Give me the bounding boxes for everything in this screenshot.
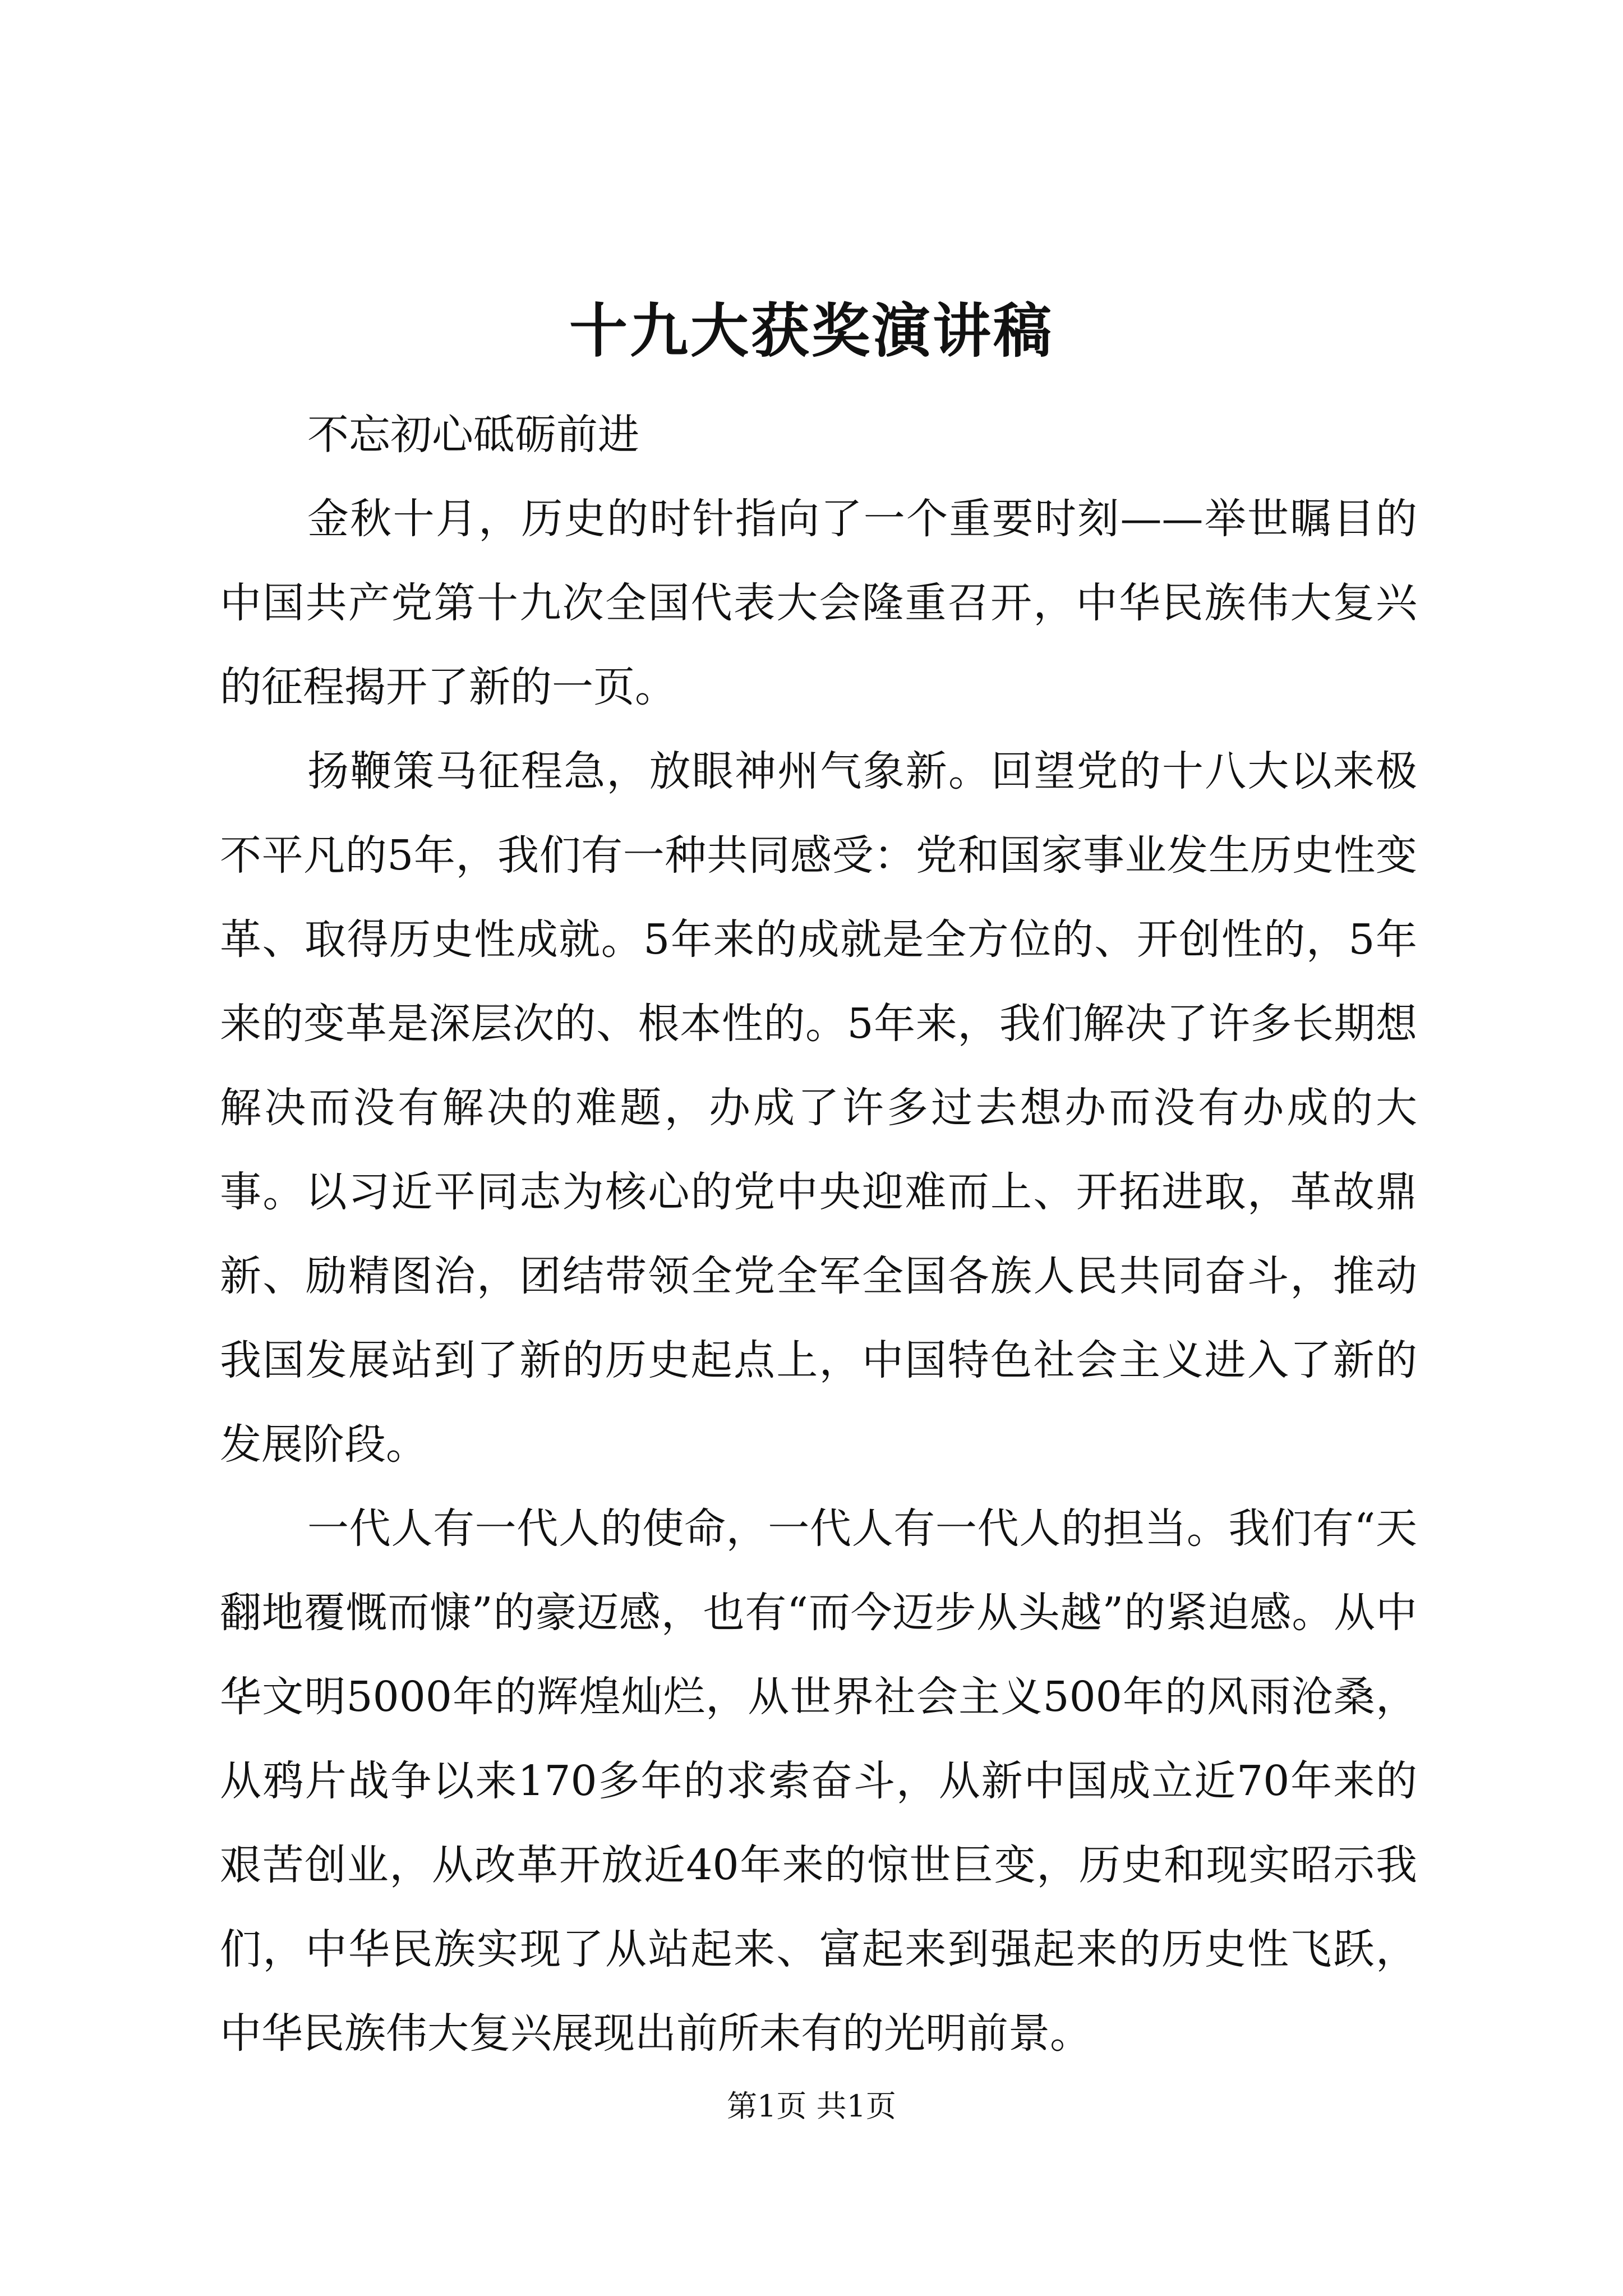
paragraph-1: 金秋十月，历史的时针指向了一个重要时刻——举世瞩目的中国共产党第十九次全国代表大会隆重召开，中华民族伟大复兴的征程揭开了新的一页。 [220,495,1417,711]
paragraph-2: 扬鞭策马征程急，放眼神州气象新。回望党的十八大以来极不平凡的5年，我们有一种共同感受：党和国家事业发生历史性变革、取得历史性成就。5年来的成就是全方位的、开创性的，5年来的变革是深层次的、根本性的。5年来，我们解决了许多长期想解决而没有解决的难题，办成了许多过去想办而没有办成的大事。以习近平同志为核心的党中央迎难而上、开拓进取，革故鼎新、励精图治，团结带领全党全军全国各族人民共同奋斗，推动我国发展站到了新的历史起点上，中国特色社会主义进入了新的发展阶段。 [220,747,1417,1469]
document-title: 十九大获奖演讲稿 [569,296,1054,365]
document-body [220,393,1417,2076]
document-subtitle: 不忘初心砥砺前进 [307,411,639,459]
paragraph-3: 一代人有一代人的使命，一代人有一代人的担当。我们有“天翻地覆慨而慷”的豪迈感，也有“而今迈步从头越”的紧迫感。从中华文明5000年的辉煌灿烂，从世界社会主义500年的风雨沧桑，从鸦片战争以来170多年的求索奋斗，从新中国成立近70年来的艰苦创业，从改革开放近40年来的惊世巨变，历史和现实昭示我们，中华民族实现了从站起来、富起来到强起来的历史性飞跃，中华民族伟大复兴展现出前所未有的光明前景。 [220,1504,1417,2058]
page-number-footer: 第1页 共1页 [727,2088,896,2124]
